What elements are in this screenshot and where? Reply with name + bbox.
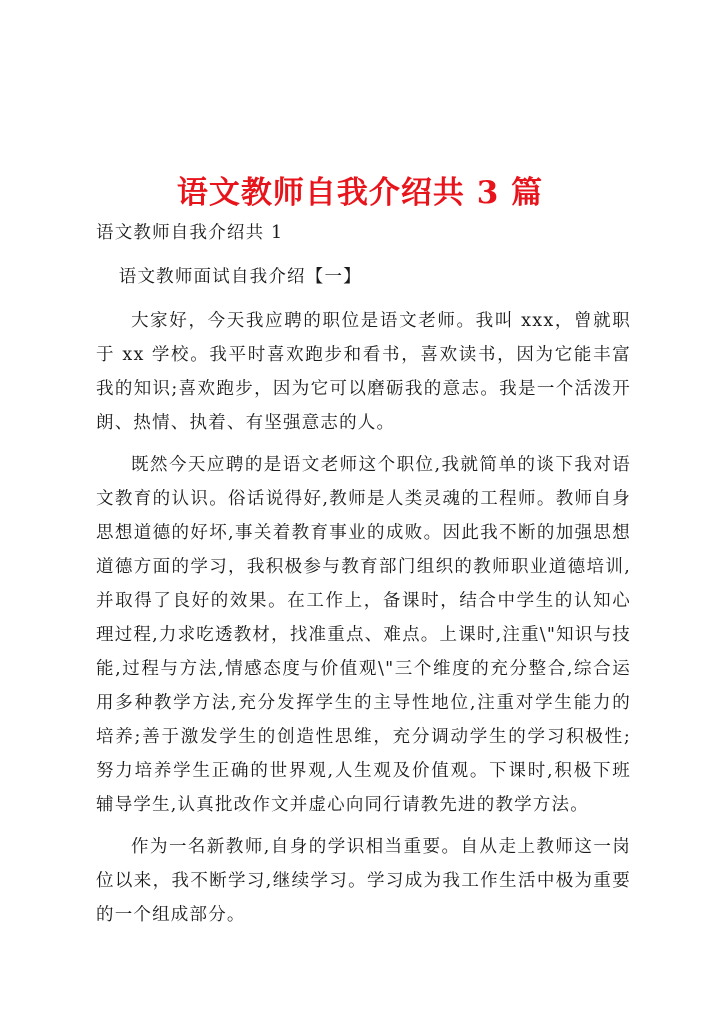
intro-heading: 语文教师面试自我介绍【一】 xyxy=(118,267,362,287)
section-heading: 语文教师自我介绍共 1 xyxy=(96,223,284,243)
paragraph-learning: 作为一名新教师,自身的学识相当重要。自从走上教师这一岗位以来，我不断学习,继续学习。学习成为我工作生活中极为重要的一个组成部分。 xyxy=(96,837,631,925)
document-body xyxy=(96,216,631,940)
document-title: 语文教师自我介绍共 3 篇 xyxy=(176,174,544,211)
paragraph-education-view: 既然今天应聘的是语文老师这个职位,我就简单的谈下我对语文教育的认识。俗话说得好,教师是人类灵魂的工程师。教师自身思想道德的好坏,事关着教育事业的成败。因此我不断的加强思想道德方面的学习，我积极参与教育部门组织的教师职业道德培训,并取得了良好的效果。在工作上，备课时，结合中学生的认知心理过程,力求吃透教材，找准重点、难点。上课时,注重\"知识与技能,过程与方法,情感态度与价值观\"三个维度的充分整合,综合运用多种教学方法,充分发挥学生的主导性地位,注重对学生能力的培养;善于激发学生的创造性思维，充分调动学生的学习积极性;努力培养学生正确的世界观,人生观及价值观。下课时,积极下班辅导学生,认真批改作文并虚心向同行请教先进的教学方法。 xyxy=(96,455,631,815)
paragraph-intro: 大家好，今天我应聘的职位是语文老师。我叫 xxx，曾就职于 xx 学校。我平时喜欢跑步和看书，喜欢读书，因为它能丰富我的知识;喜欢跑步，因为它可以磨砺我的意志。我是一个活泼开朗、热情、执着、有坚强意志的人。 xyxy=(96,311,631,433)
